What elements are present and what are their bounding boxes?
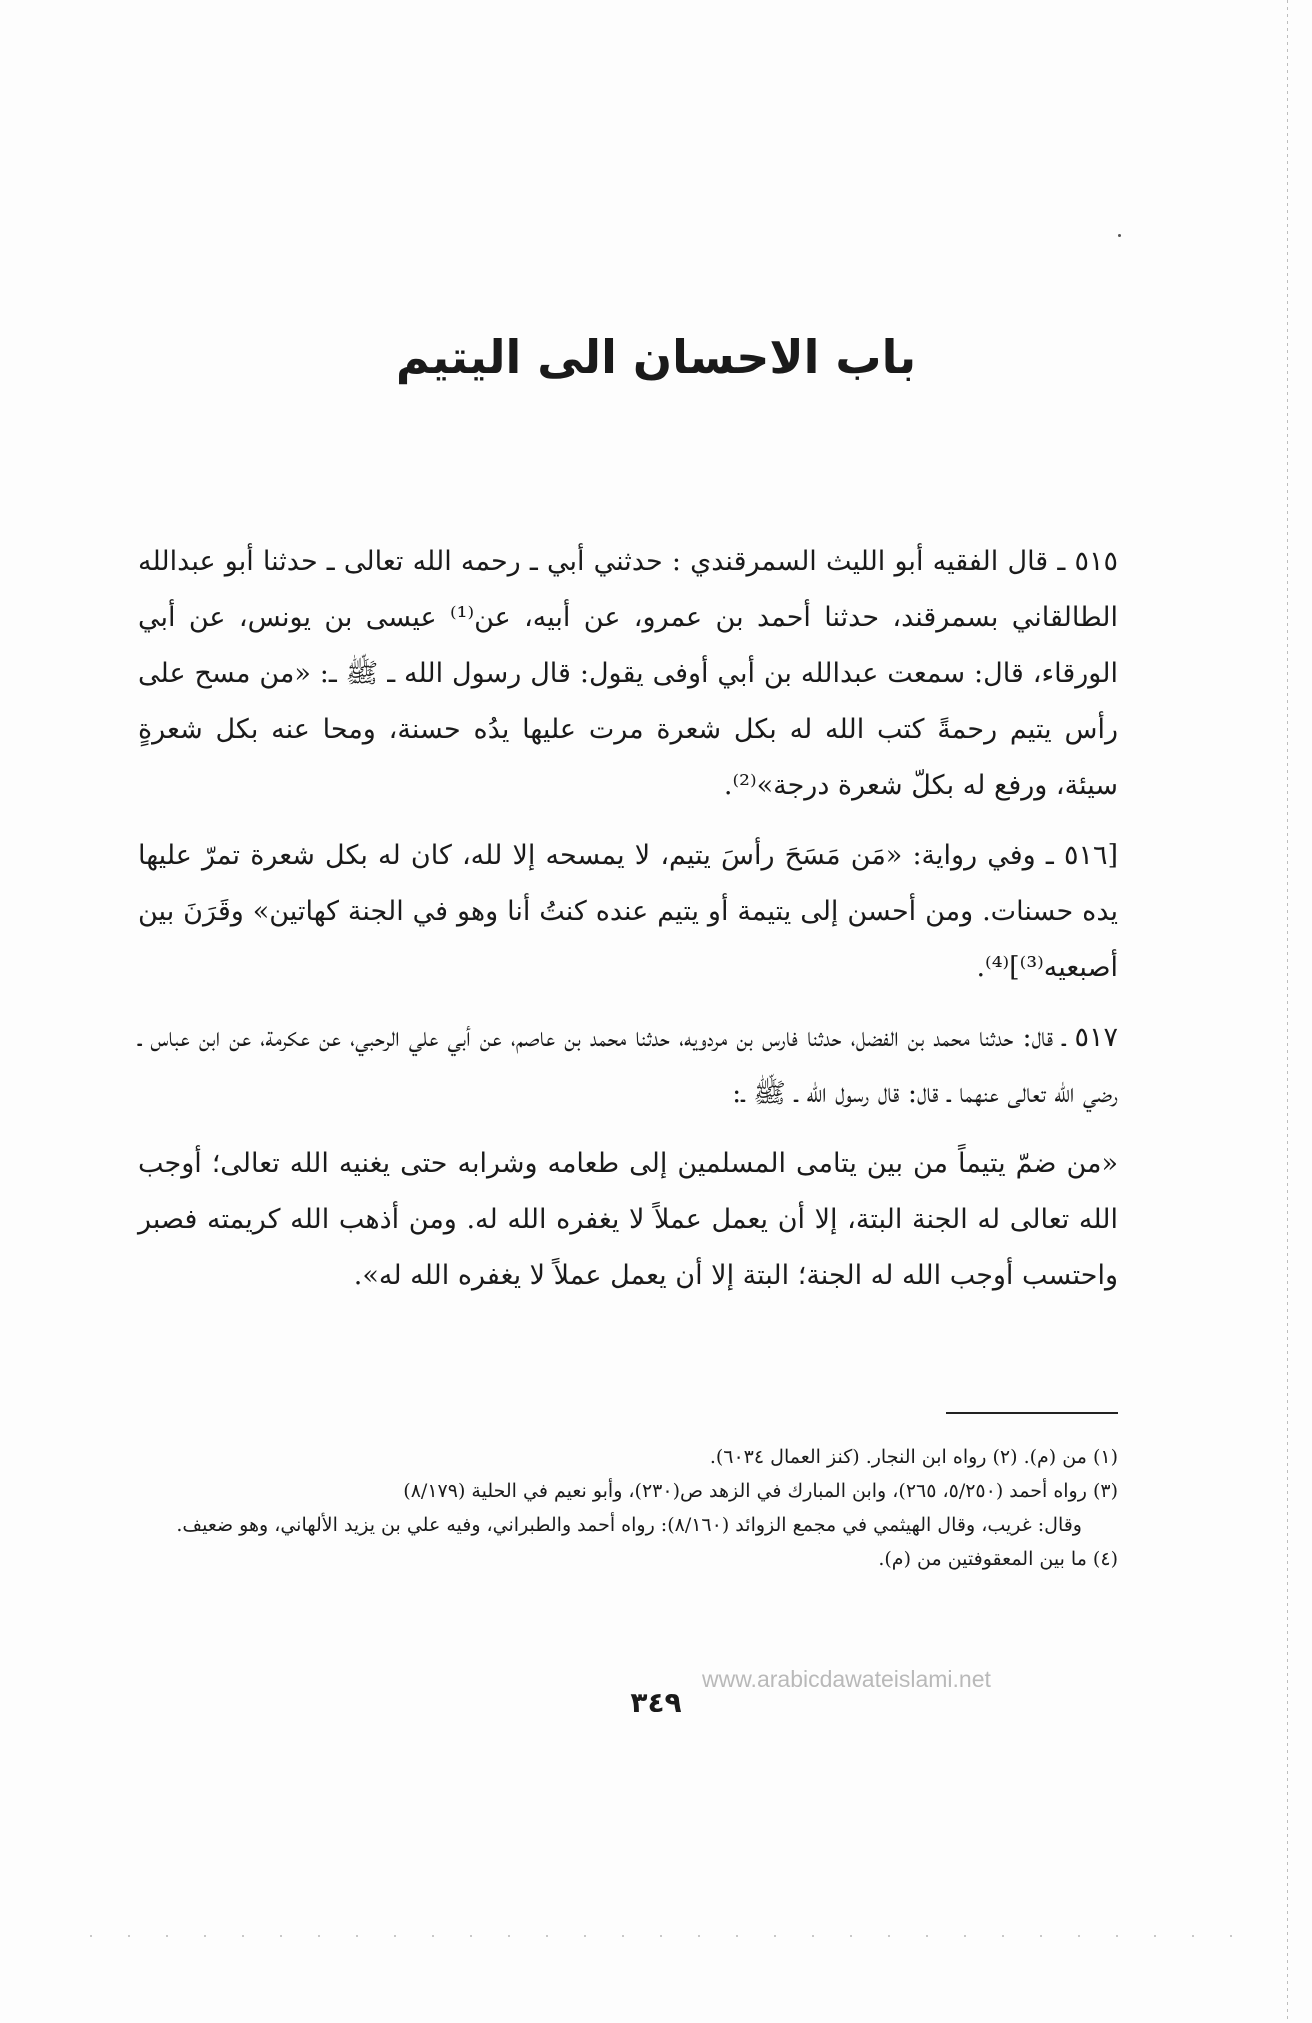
scan-dot [1118, 234, 1121, 237]
page-number: ٣٤٩ [630, 1686, 682, 1719]
paragraph-516: [٥١٦ ـ وفي رواية: «مَن مَسَحَ رأسَ يتيم، لا يمسحه إلا لله، كان له بكل شعرة تمرّ عليها يده حسنات. ومن أحسن إلى يتيمة أو يتيم عنده كنتُ أنا وهو في الجنة كهاتين» وقَرَنَ بين أصبعيه⁽³⁾]⁽⁴⁾. [138, 840, 1118, 983]
paragraph-hadith-quote: «من ضمّ يتيماً من بين يتامى المسلمين إلى طعامه وشرابه حتى يغنيه الله تعالى؛ أوجب الله تعالى له الجنة البتة، إلا أن يعمل عملاً لا يغفره الله له. ومن أذهب الله كريمته فصبر واحتسب أوجب الله له الجنة؛ البتة إلا أن يعمل عملاً لا يغفره الله له». [138, 1148, 1119, 1291]
footnote-1-2: (١) من (م). (٢) رواه ابن النجار. (كنز العمال ٦٠٣٤). [709, 1446, 1118, 1468]
footnote-4: (٤) ما بين المعقوفتين من (م). [878, 1548, 1118, 1570]
footnote-separator [946, 1412, 1118, 1414]
chapter-title: باب الاحسان الى اليتيم [395, 330, 917, 384]
watermark-url: www.arabicdawateislami.net [702, 1666, 991, 1692]
main-text [138, 534, 1118, 1318]
paragraph-517: ٥١٧ ـ قال: حدثنا محمد بن الفضل، حدثنا فارس بن مردويه، حدثنا محمد بن عاصم، عن أبي علي الرحبي، عن عكرمة، عن ابن عباس ـ رضي الله تعالى عنهما ـ قال: قال رسول الله ـ ﷺ ـ: [138, 1022, 1118, 1109]
footnote-3: (٣) رواه أحمد (٥/٢٥٠، ٢٦٥)، وابن المبارك في الزهد ص(٢٣٠)، وأبو نعيم في الحلية (٨/١٧٩) [403, 1480, 1118, 1502]
scan-bottom-dots [90, 1935, 1240, 1937]
footnote-3-continued: وقال: غريب، وقال الهيثمي في مجمع الزوائد (٨/١٦٠): رواه أحمد والطبراني، وفيه علي بن يزيد الألهاني، وهو ضعيف. [176, 1514, 1082, 1536]
footnotes [138, 1440, 1118, 1576]
paragraph-515: ٥١٥ ـ قال الفقيه أبو الليث السمرقندي : حدثني أبي ـ رحمه الله تعالى ـ حدثنا أبو عبدالله الطالقاني بسمرقند، حدثنا أحمد بن عمرو، عن أبيه، عن⁽¹⁾ عيسى بن يونس، عن أبي الورقاء، قال: سمعت عبدالله بن أبي أوفى يقول: قال رسول الله ـ ﷺ ـ: «من مسح على رأس يتيم رحمةً كتب الله له بكل شعرة مرت عليها يدُه حسنة، ومحا عنه بكل شعرةٍ سيئة، ورفع له بكلّ شعرة درجة»⁽²⁾. [138, 546, 1118, 801]
page-edge-line [1287, 0, 1288, 2023]
